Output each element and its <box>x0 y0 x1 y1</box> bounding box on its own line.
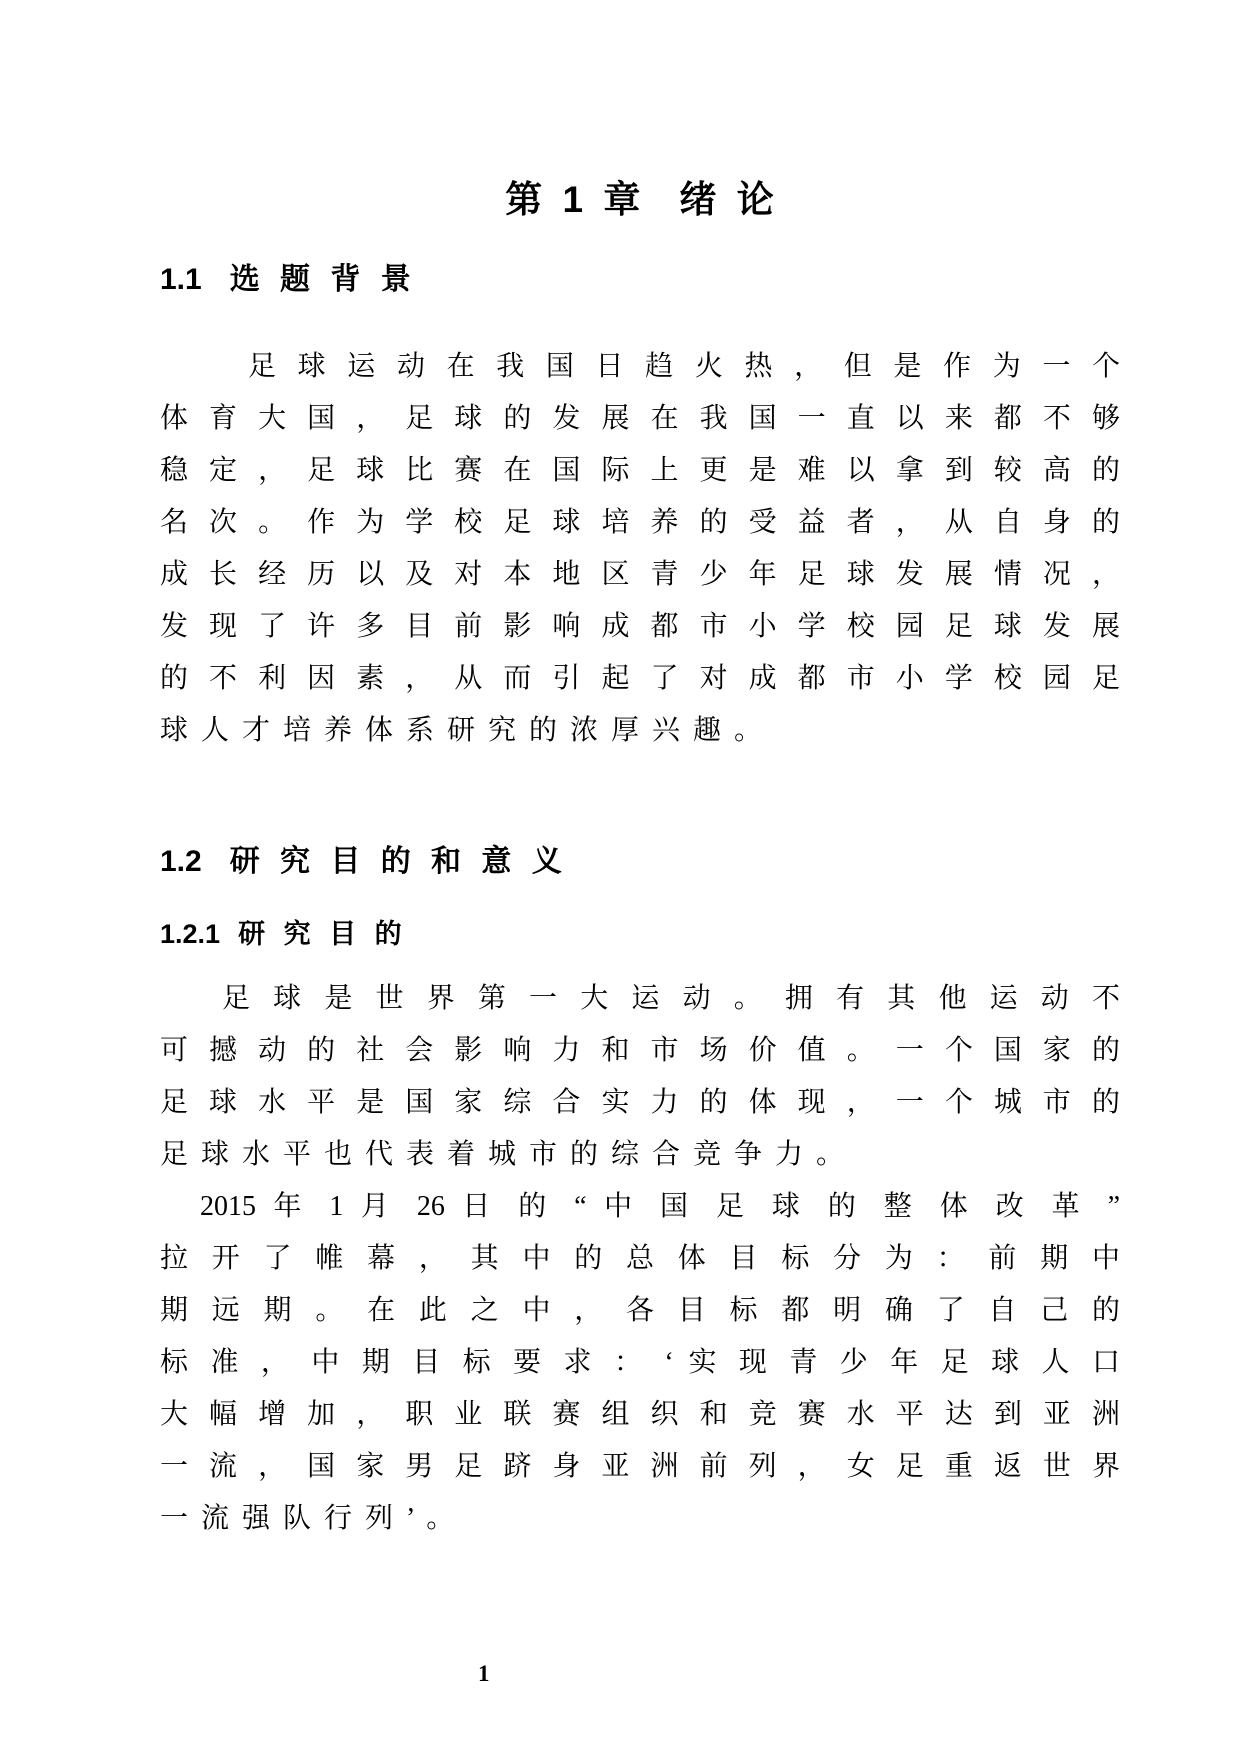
text-line: 拉 开 了 帷 幕 ， 其 中 的 总 体 目 标 分 为 ： 前 期 中 <box>160 1243 1120 1274</box>
subsection-heading-1-2-1 <box>160 908 1120 960</box>
chapter-title-text: 绪 论 <box>679 179 775 220</box>
text-line: 标 准 ， 中 期 目 标 要 求 ： ‘ 实 现 青 少 年 足 球 人 口 <box>160 1347 1120 1378</box>
text-line: 的 不 利 因 素 ， 从 而 引 起 了 对 成 都 市 小 学 校 园 足 <box>160 663 1120 694</box>
text-line: 球 人 才 培 养 体 系 研 究 的 浓 厚 兴 趣 。 <box>160 715 763 746</box>
text-line: 大 幅 增 加 ， 职 业 联 赛 组 织 和 竞 赛 水 平 达 到 亚 洲 <box>160 1399 1120 1430</box>
text-line: 名 次 。 作 为 学 校 足 球 培 养 的 受 益 者 ， 从 自 身 的 <box>160 507 1120 538</box>
text-line: 可 撼 动 的 社 会 影 响 力 和 市 场 价 值 。 一 个 国 家 的 <box>160 1035 1120 1066</box>
text-line: 一 流 强 队 行 列 ’ 。 <box>160 1503 455 1534</box>
text-line: 期 远 期 。 在 此 之 中 ， 各 目 标 都 明 确 了 自 己 的 <box>160 1295 1120 1326</box>
text-line: 足 球 运 动 在 我 国 日 趋 火 热 ， 但 是 作 为 一 个 <box>248 351 1120 382</box>
text-line: 发 现 了 许 多 目 前 影 响 成 都 市 小 学 校 园 足 球 发 展 <box>160 611 1120 642</box>
section-1-2-title: 研 究 目 的 和 意 义 <box>229 845 562 878</box>
chapter-number: 第 1 章 <box>505 179 642 220</box>
subsection-1-2-1-number: 1.2.1 <box>160 919 221 949</box>
paragraph-topic-background <box>160 341 1120 757</box>
paragraph-research-purpose-2 <box>160 1181 1120 1545</box>
text-line: 2015 年 1 月 26 日 的 “ 中 国 足 球 的 整 体 改 革 ” <box>200 1191 1120 1222</box>
text-line: 一 流 ， 国 家 男 足 跻 身 亚 洲 前 列 ， 女 足 重 返 世 界 <box>160 1451 1120 1482</box>
text-line: 足 球 是 世 界 第 一 大 运 动 。 拥 有 其 他 运 动 不 <box>222 983 1120 1014</box>
paragraph-research-purpose-1 <box>160 973 1120 1181</box>
chapter-title <box>160 172 1120 228</box>
section-1-2-number: 1.2 <box>160 845 202 878</box>
section-1-1-title: 选 题 背 景 <box>229 263 411 296</box>
text-line: 足 球 水 平 是 国 家 综 合 实 力 的 体 现 ， 一 个 城 市 的 <box>160 1087 1120 1118</box>
text-line: 稳 定 ， 足 球 比 赛 在 国 际 上 更 是 难 以 拿 到 较 高 的 <box>160 455 1120 486</box>
subsection-1-2-1-title: 研 究 目 的 <box>238 919 402 949</box>
section-heading-1-2 <box>160 836 1120 888</box>
text-line: 足 球 水 平 也 代 表 着 城 市 的 综 合 竞 争 力 。 <box>160 1139 845 1170</box>
section-heading-1-1 <box>160 254 1120 306</box>
section-1-1-number: 1.1 <box>160 263 202 296</box>
text-line: 体 育 大 国 ， 足 球 的 发 展 在 我 国 一 直 以 来 都 不 够 <box>160 403 1120 434</box>
text-line: 成 长 经 历 以 及 对 本 地 区 青 少 年 足 球 发 展 情 况 ， <box>160 559 1120 590</box>
page-number: 1 <box>478 1661 490 1686</box>
